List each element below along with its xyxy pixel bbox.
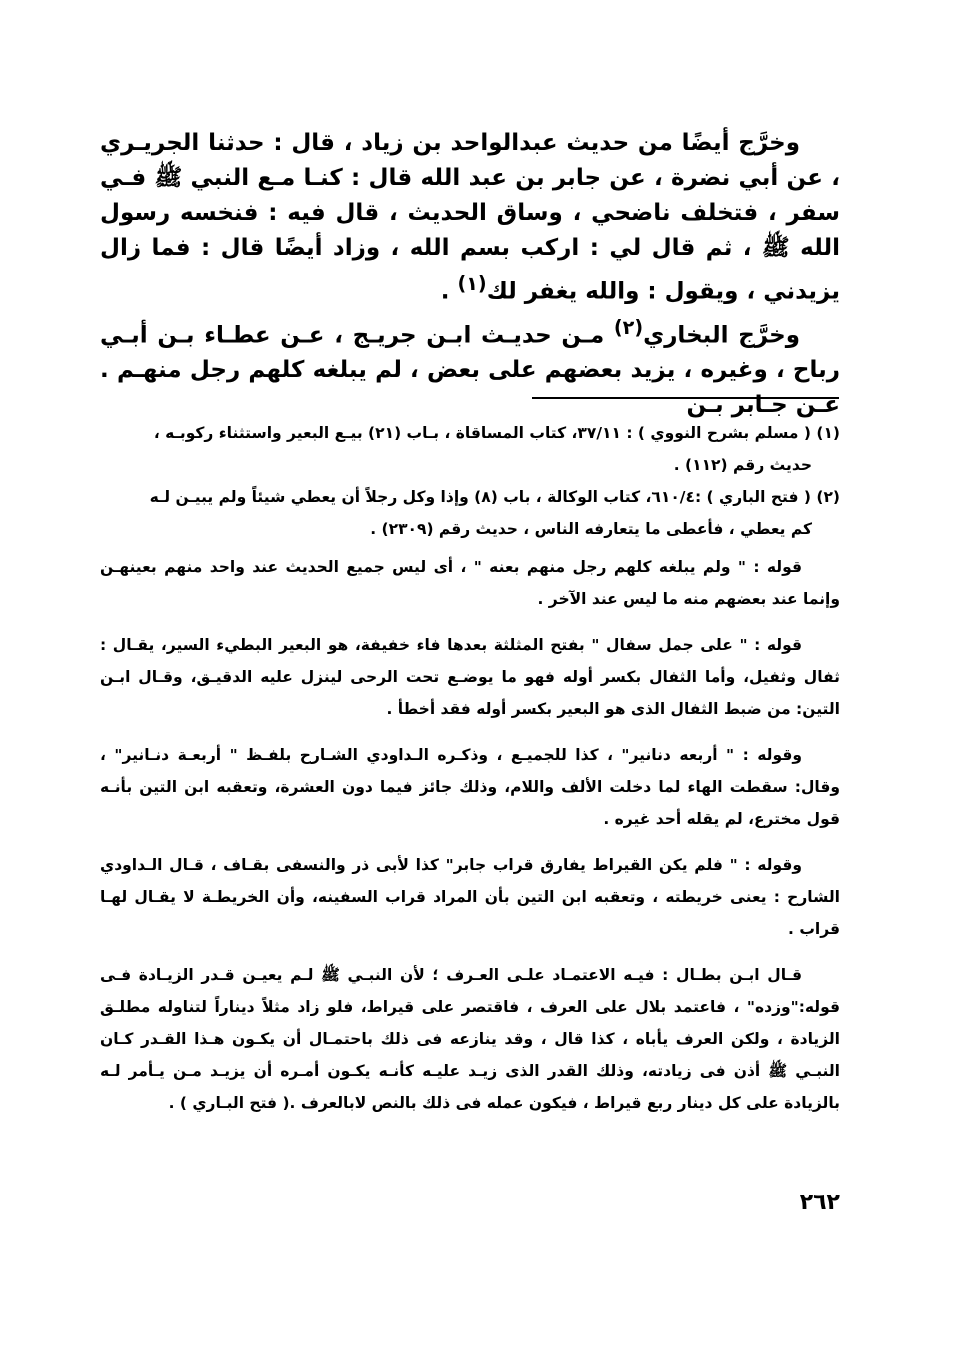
footnote-2-line-2: كم يعطي ، فأعطى ما يتعارفه الناس ، حديث رقم (٢٣٠٩) . [370,520,812,538]
commentary-1: قوله : " ولم يبلغه كلهم رجل منهم بعنه " ، أى ليس جميع الحديث عند واحد منهم بعينهـن وإنما عند بعضهم منه ما ليس عند الآخر . [100,558,840,608]
footnote-ref-2: (٢) [613,315,644,339]
footnote-1-line-2: حديث رقم (١١٢) . [673,456,812,474]
commentary-2: قوله : " على جمل سفال " بفتح المثلثة بعدها فاء خفيفة، هو البعير البطيء السير، يقـال : ثفال وثفيل، وأما الثفال بكسر أوله فهو ما يوضـع تحت الرحى لينزل عليه الدقيـق، وقـال ابـن التين: من ضبط الثفال الذى هو البعير بكسر أوله فقد أخطأ . [100,636,840,718]
footnote-2-line-1: (٢) ( فتح الباري ) :٦١٠/٤، كتاب الوكالة ، باب (٨) وإذا وكل رجلاً أن يعطي شيئاً ولم يبيـن لـه [149,488,840,506]
footnote-1-line-1: (١) ( مسلم بشرح النووي ) : ٣٧/١١، كتاب المساقاة ، بـاب (٢١) بيـع البعير واستثناء ركوبـه ، [153,424,840,442]
commentary-5: قـال ابـن بطـال : فيـه الاعتمـاد علـى العـرف ؛ لأن النبـي ﷺ لـم يعيـن قـدر الزيـادة فـى قوله:"وزده" ، فاعتمد بلال على العرف ، فاقتصر على قيراط، فلو زاد مثلاً ديناراً لتناوله مطلـق الزيادة ، ولكن العرف يأباه ، كذا قال ، وقد ينازعه فى ذلك باحتمـال أن يكـون هـذا القـدر كـان النبـي ﷺ أذن فى زيادته، وذلك القدر الذى زيـد عليـه كأنـه يكـون أمـره أن يزيـد مـن يـأمر لـه بالزيادة على كل دينار ربع قيراط ، فيكون عمله فى ذلك بالنص لابالعرف .( فتح البـاري ) . [100,966,840,1112]
commentary-3: وقوله : " أربعه دنانير" ، كذا للجميـع ، وذكـره الـداودي الشـارح بلفـظ " أربعـة دنـانير" ، وقال: سقطت الهاء لما دخلت الألف واللام، وذلك جائز فيما دون العشرة، وتعقبه ابن التين بأنـه قول مخترع، لم يقله أحد غيره . [100,746,840,828]
main-paragraph-2 [100,310,840,424]
footnote-ref-1: (١) [457,272,487,295]
main-paragraph-1-end: . [440,278,458,305]
page-number: ٢٦٢ [799,1190,840,1215]
footnote-separator [532,397,839,399]
main-paragraph-2-start: وخرَّج البخاري [643,322,800,349]
main-text [100,126,840,423]
main-paragraph-1 [100,126,840,310]
commentary-4: وقوله : " فلم يكن القيراط يفارق قراب جابر" كذا لأبى ذر والنسفى بقـاف ، قـال الـداودي الشارح : يعنى خريطته ، وتعقبه ابن التين بأن المراد قراب السفينه، وأن الخريطـة لا يقـال لهـا قراب . [100,856,840,938]
main-paragraph-2-text: مـن حديـث ابـن جريـج ، عـن عطـاء بـن أبـي رباح ، وغيره ، يزيد بعضهم على بعض ، لم يبلغه كلهم رجل منهـم . عـن جـابر بـن [100,322,840,419]
footnotes [100,417,840,1119]
main-paragraph-1-text: وخرَّج أيضًا من حديث عبدالواحد بن زياد ، قال : حدثنا الجريـري ، عن أبي نضرة ، عن جابر بن عبد الله قال : كنـا مـع النبي ﷺ فـي سفر ، فتخلف ناضحي ، وساق الحديث ، قال فيه : فنخسه رسول الله ﷺ ، ثم قال لي : اركب بسم الله ، وزاد أيضًا قال : فما زال يزيدني ، ويقول : والله يغفر لك [100,130,840,305]
